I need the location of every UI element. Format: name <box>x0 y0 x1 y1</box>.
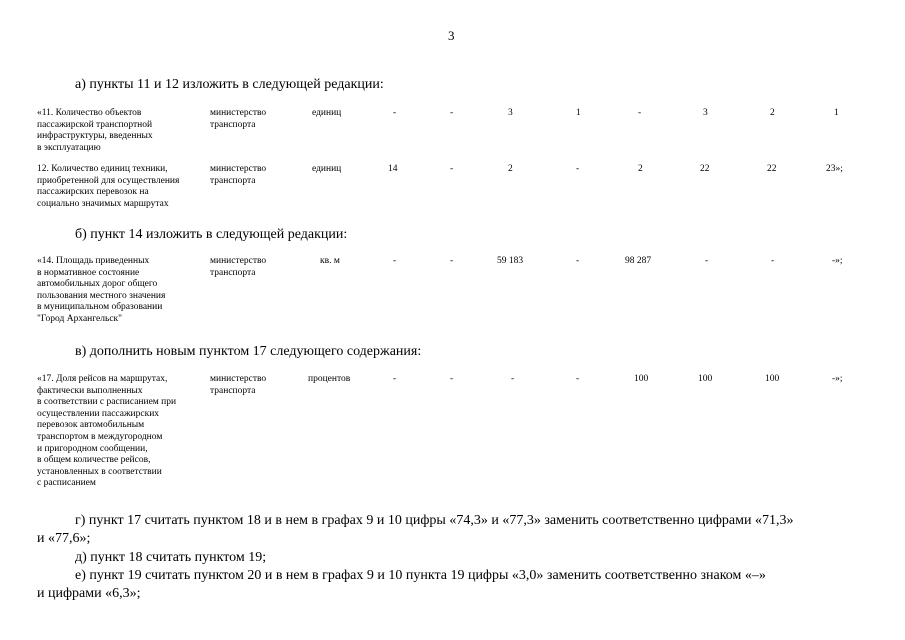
row-11-value-3: 3 <box>508 108 513 118</box>
paragraph-d: д) пункт 18 считать пунктом 19; <box>75 550 267 565</box>
row-12-value-7: 22 <box>767 164 777 174</box>
paragraph-e-line-1: е) пункт 19 считать пунктом 20 и в нем в графах 9 и 10 пункта 19 цифры «3,0» заменить соответственно знаком «–» <box>75 568 766 583</box>
row-17-name: «17. Доля рейсов на маршрутах, фактически выполненных в соответствии с расписанием при осуществлении пассажирских перевозок автомобильным транспортом в междугородном и пригородном сообщении, в общем количестве рейсов, установленных в соответствии с расписанием <box>37 374 177 489</box>
row-11-value-5: - <box>638 108 642 118</box>
row-17-value-8: -»; <box>832 374 843 384</box>
row-12-unit: единиц <box>312 164 342 174</box>
row-14-value-7: - <box>771 256 775 266</box>
section-c-heading: в) дополнить новым пунктом 17 следующего содержания: <box>75 344 422 359</box>
row-11-ministry: министерство транспорта <box>210 108 267 130</box>
row-17-value-7: 100 <box>765 374 780 384</box>
row-17-value-2: - <box>450 374 454 384</box>
row-14-value-2: - <box>450 256 454 266</box>
row-14-name: «14. Площадь приведенных в нормативное состояние автомобильных дорог общего пользования местного значения в муниципальном образовании "Город Архангельск" <box>37 256 166 324</box>
row-11-value-4: 1 <box>576 108 581 118</box>
row-17-unit: процентов <box>308 374 351 384</box>
row-17-value-6: 100 <box>698 374 713 384</box>
row-14-value-6: - <box>705 256 709 266</box>
section-a-heading: а) пункты 11 и 12 изложить в следующей редакции: <box>75 77 384 92</box>
row-12-value-2: - <box>450 164 454 174</box>
row-11-unit: единиц <box>312 108 342 118</box>
row-17-value-3: - <box>511 374 515 384</box>
row-14-value-8: -»; <box>832 256 843 266</box>
row-14-value-4: - <box>576 256 580 266</box>
row-12-value-3: 2 <box>508 164 513 174</box>
row-14-value-3: 59 183 <box>497 256 524 266</box>
row-12-value-8: 23»; <box>826 164 843 174</box>
row-14-ministry: министерство транспорта <box>210 256 267 278</box>
paragraph-g-line-2: и «77,6»; <box>37 531 91 546</box>
row-17-value-5: 100 <box>634 374 649 384</box>
row-12-value-4: - <box>576 164 580 174</box>
row-17-ministry: министерство транспорта <box>210 374 267 396</box>
page-number: 3 <box>448 28 455 43</box>
row-14-value-5: 98 287 <box>625 256 652 266</box>
row-17-value-4: - <box>576 374 580 384</box>
row-14-value-1: - <box>393 256 397 266</box>
row-11-value-2: - <box>450 108 454 118</box>
row-12-ministry: министерство транспорта <box>210 164 267 186</box>
paragraph-e-line-2: и цифрами «6,3»; <box>37 586 141 601</box>
row-11-value-6: 3 <box>703 108 708 118</box>
row-17-value-1: - <box>393 374 397 384</box>
row-12-value-1: 14 <box>388 164 398 174</box>
paragraph-g-line-1: г) пункт 17 считать пунктом 18 и в нем в графах 9 и 10 цифры «74,3» и «77,3» заменить соответственно цифрами «71,3» <box>75 513 794 528</box>
row-12-name: 12. Количество единиц техники, приобретенной для осуществления пассажирских перевозок на социально значимых маршрутах <box>37 164 180 209</box>
section-b-heading: б) пункт 14 изложить в следующей редакции: <box>75 227 348 242</box>
row-12-value-6: 22 <box>700 164 710 174</box>
row-14-unit: кв. м <box>320 256 340 266</box>
row-11-value-1: - <box>393 108 397 118</box>
row-11-value-8: 1 <box>834 108 839 118</box>
row-11-name: «11. Количество объектов пассажирской транспортной инфраструктуры, введенных в эксплуатацию <box>37 108 153 153</box>
row-11-value-7: 2 <box>770 108 775 118</box>
row-12-value-5: 2 <box>638 164 643 174</box>
